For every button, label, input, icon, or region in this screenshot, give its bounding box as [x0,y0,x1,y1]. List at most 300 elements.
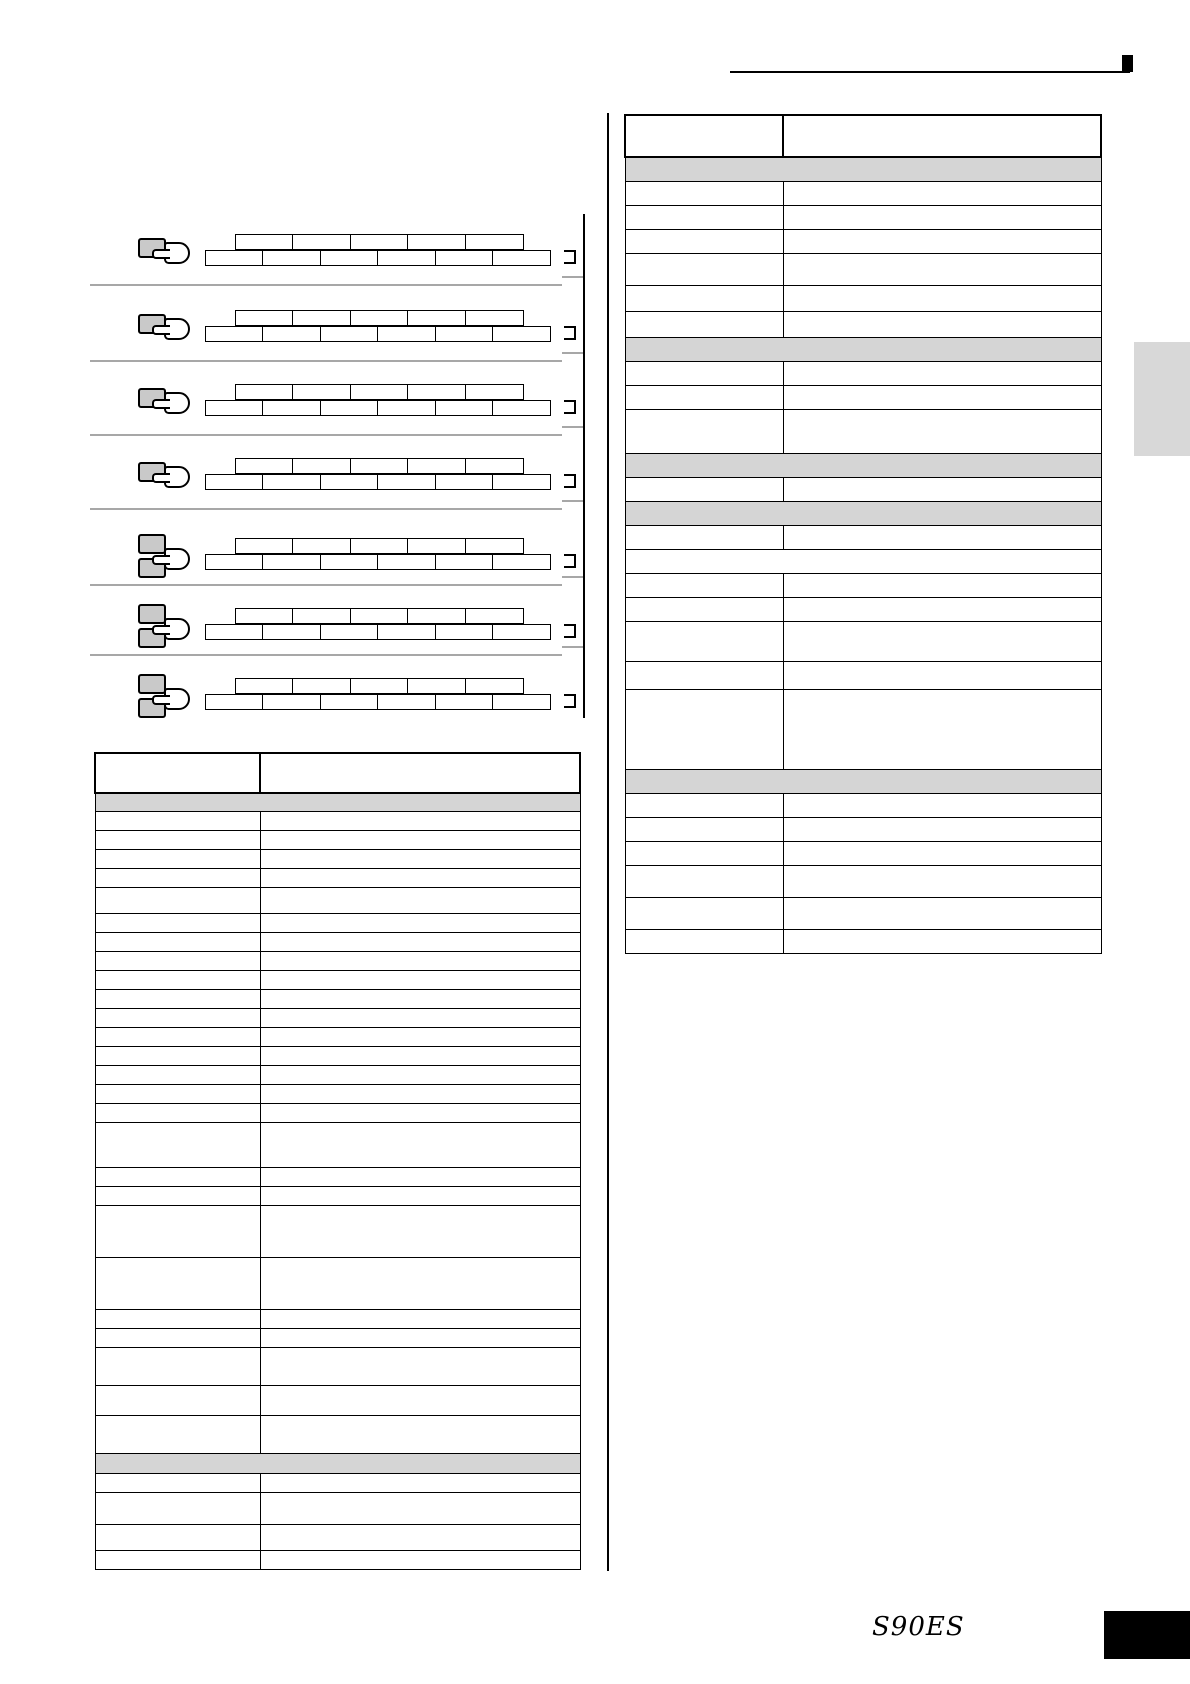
lcd-segment [407,678,466,694]
lcd-segment [435,554,494,570]
lcd-segment [465,234,524,250]
table-row [625,689,1101,769]
lcd-segment [320,400,379,416]
lcd-lower-segments [206,694,551,710]
table-cell [783,621,1101,661]
table-cell [260,1027,580,1046]
table-cell [260,887,580,913]
table-cell [95,887,260,913]
table-cell [783,409,1101,453]
table-cell [260,1205,580,1257]
table-cell [625,205,783,229]
table-cell [260,1008,580,1027]
lcd-segment [377,474,436,490]
lcd-segment [492,474,551,490]
table-section-row [625,769,1101,793]
lcd-segment [465,384,524,400]
lcd-upper-segments [236,678,524,694]
table-cell [260,1347,580,1385]
table-cell [260,1492,580,1524]
lcd-segment [235,538,294,554]
table-cell [625,409,783,453]
table-row [625,897,1101,929]
table-cell [625,865,783,897]
table-row [625,229,1101,253]
lcd-segment [492,400,551,416]
table-row [95,951,580,970]
table-row [625,385,1101,409]
table-section-row [625,453,1101,477]
table-cell [95,1550,260,1569]
lcd-segment [407,310,466,326]
lcd-segment [235,608,294,624]
button-row [0,214,600,284]
lcd-segment [492,326,551,342]
lcd-segment [235,458,294,474]
row-separator [90,360,562,362]
table-cell [95,830,260,849]
lcd-segment [262,326,321,342]
section-title-cell [95,793,580,811]
table-cell [95,1065,260,1084]
table-row [95,970,580,989]
table-cell [783,597,1101,621]
lcd-segment [492,694,551,710]
table-cell [625,477,783,501]
table-cell [95,1492,260,1524]
row-bracket [564,474,576,488]
lcd-segment [465,678,524,694]
table-cell [783,817,1101,841]
table-cell [625,181,783,205]
table-row [95,1205,580,1257]
row-bracket [564,624,576,638]
table-section-row [625,501,1101,525]
table-section-row [95,1453,580,1473]
table-row [625,865,1101,897]
lcd-upper-segments [236,538,524,554]
section-title-cell [625,157,1101,181]
table-cell [95,1309,260,1328]
panel-button[interactable] [138,534,166,554]
table-cell [260,1122,580,1167]
table-cell [260,1046,580,1065]
lcd-segment [292,310,351,326]
lcd-segment [205,400,264,416]
table-cell [625,621,783,661]
table-row [95,849,580,868]
table-row [95,1257,580,1309]
lcd-segment [492,250,551,266]
table-header-cell [783,115,1101,157]
table-cell [260,1309,580,1328]
lcd-segment [350,538,409,554]
table-cell [625,525,783,549]
table-row [625,793,1101,817]
table-cell [783,361,1101,385]
table-cell [260,970,580,989]
table-row [95,1084,580,1103]
table-row [95,1415,580,1453]
lcd-segment [350,678,409,694]
table-row [95,1046,580,1065]
table-cell [260,868,580,887]
row-separator-tick [562,646,584,648]
table-cell [95,1524,260,1550]
section-title-cell [625,337,1101,361]
lcd-segment [262,250,321,266]
table-cell [260,1524,580,1550]
button-row [0,290,600,360]
table-cell [783,229,1101,253]
lcd-segment [377,694,436,710]
lcd-segment [320,554,379,570]
table-row [95,1309,580,1328]
table-row [95,1186,580,1205]
lcd-segment [350,384,409,400]
lcd-lower-segments [206,326,551,342]
table-cell [95,932,260,951]
row-separator-tick [562,576,584,578]
lcd-segment [407,608,466,624]
table-cell [95,1008,260,1027]
table-cell [260,1084,580,1103]
table-row [95,1167,580,1186]
table-cell [260,811,580,830]
lcd-upper-segments [236,310,524,326]
table-cell [783,385,1101,409]
table-cell [625,597,783,621]
pointing-hand-icon [164,242,190,264]
table-row [625,841,1101,865]
table-cell [95,1205,260,1257]
lcd-segment [350,310,409,326]
table-cell [95,1257,260,1309]
lcd-segment [435,474,494,490]
table-cell [260,1473,580,1492]
table-cell [260,1550,580,1569]
lcd-segment [262,400,321,416]
lcd-segment [235,678,294,694]
table-cell [260,1257,580,1309]
table-row [95,1492,580,1524]
table-cell [95,1122,260,1167]
button-row [0,438,600,508]
section-title-cell [625,769,1101,793]
button-row [0,584,600,654]
table-cell [95,868,260,887]
row-separator [90,434,562,436]
lcd-segment [292,234,351,250]
pointing-hand-icon [164,618,190,640]
lcd-upper-segments [236,608,524,624]
table-row [95,1473,580,1492]
row-separator [90,508,562,510]
button-row [0,654,600,724]
table-cell [625,817,783,841]
lcd-segment [350,608,409,624]
table-row [625,477,1101,501]
lcd-segment [205,694,264,710]
table-cell [783,573,1101,597]
lcd-segment [320,624,379,640]
table-cell [260,1385,580,1415]
table-row [95,1008,580,1027]
lcd-segment [292,608,351,624]
table-cell [95,1385,260,1415]
table-header-row [95,753,580,793]
lcd-segment [320,474,379,490]
lcd-segment [377,554,436,570]
lcd-segment [205,250,264,266]
table-cell [95,1103,260,1122]
table-cell [625,793,783,817]
table-cell [95,1027,260,1046]
table-row [95,1103,580,1122]
table-cell [625,573,783,597]
lcd-segment [205,554,264,570]
lcd-segment [377,624,436,640]
column-divider [607,113,609,1571]
panel-button[interactable] [138,674,166,694]
lcd-segment [465,538,524,554]
table-row [625,525,1101,549]
lcd-upper-segments [236,234,524,250]
row-bracket [564,326,576,340]
table-header-row [625,115,1101,157]
row-separator-tick [562,276,584,278]
table-cell [95,1084,260,1103]
table-cell [625,229,783,253]
table-cell [783,929,1101,953]
table-row [625,311,1101,337]
row-separator-tick [562,500,584,502]
table-cell [95,989,260,1008]
table-row [625,929,1101,953]
table-cell [260,1186,580,1205]
lcd-upper-segments [236,384,524,400]
table-row [95,1027,580,1046]
lcd-segment [435,326,494,342]
lcd-segment [350,458,409,474]
lcd-segment [465,310,524,326]
table-cell [95,913,260,932]
table-cell [625,361,783,385]
table-row [95,932,580,951]
section-title-cell [625,453,1101,477]
table-cell [783,525,1101,549]
table-cell [260,1328,580,1347]
lcd-segment [465,458,524,474]
table-cell [260,932,580,951]
lcd-segment [292,458,351,474]
table-row [95,811,580,830]
table-cell [95,970,260,989]
table-cell [625,689,783,769]
table-cell [260,1065,580,1084]
table-row [95,913,580,932]
lcd-lower-segments [206,624,551,640]
table-cell [625,897,783,929]
table-cell [95,849,260,868]
table-row [625,205,1101,229]
table-header-cell [95,753,260,793]
lcd-segment [262,554,321,570]
lcd-segment [435,250,494,266]
lcd-segment [292,384,351,400]
lcd-segment [262,694,321,710]
table-cell [783,689,1101,769]
pointing-hand-icon [164,548,190,570]
row-bracket [564,694,576,708]
lcd-segment [235,310,294,326]
row-separator-tick [562,426,584,428]
lcd-segment [377,326,436,342]
table-row [95,1385,580,1415]
table-row [625,285,1101,311]
lcd-segment [235,234,294,250]
table-row [95,1328,580,1347]
table-cell [625,311,783,337]
lcd-segment [320,250,379,266]
table-header-cell [260,753,580,793]
lcd-segment [492,624,551,640]
section-title-cell [625,501,1101,525]
table-row [625,597,1101,621]
table-section-row [95,793,580,811]
panel-button[interactable] [138,604,166,624]
pointing-hand-icon [164,392,190,414]
lcd-segment [205,326,264,342]
lcd-lower-segments [206,400,551,416]
right-parameter-table [624,114,1102,954]
table-cell [625,285,783,311]
lcd-segment [205,624,264,640]
table-row [95,1550,580,1569]
chapter-side-tab[interactable] [1134,342,1190,456]
lcd-segment [377,400,436,416]
table-cell [260,1415,580,1453]
table-row [625,409,1101,453]
table-row [625,661,1101,689]
table-cell [783,865,1101,897]
table-cell [260,989,580,1008]
table-cell [260,1103,580,1122]
lcd-lower-segments [206,250,551,266]
lcd-segment [205,474,264,490]
table-section-row [625,157,1101,181]
table-cell [783,661,1101,689]
table-cell [95,1347,260,1385]
table-cell [95,1167,260,1186]
table-row [625,573,1101,597]
table-row [625,361,1101,385]
table-cell [260,849,580,868]
lcd-segment [465,608,524,624]
table-row [95,868,580,887]
lcd-segment [377,250,436,266]
lcd-segment [492,554,551,570]
left-parameter-table [94,752,581,1570]
table-cell [783,793,1101,817]
row-bracket [564,250,576,264]
table-row [95,887,580,913]
table-cell [625,929,783,953]
model-logo: S90ES [872,1612,965,1642]
table-row [625,621,1101,661]
header-rule [730,71,1130,73]
page-number-box [1104,1611,1190,1659]
header-marker [1122,55,1133,72]
lcd-segment [292,678,351,694]
lcd-segment [407,384,466,400]
table-cell [625,549,1101,573]
table-cell [260,830,580,849]
table-cell [625,253,783,285]
table-cell [625,385,783,409]
lcd-segment [350,234,409,250]
lcd-lower-segments [206,554,551,570]
table-cell [783,311,1101,337]
lcd-segment [435,400,494,416]
button-row [0,364,600,434]
table-cell [95,1186,260,1205]
table-cell [625,841,783,865]
table-header-cell [625,115,783,157]
lcd-segment [262,624,321,640]
table-row [95,989,580,1008]
table-row [95,1524,580,1550]
table-row [95,1122,580,1167]
table-section-row [625,337,1101,361]
pointing-hand-icon [164,688,190,710]
table-cell [95,1415,260,1453]
table-row [95,830,580,849]
row-bracket [564,554,576,568]
lcd-segment [407,538,466,554]
table-cell [783,205,1101,229]
table-cell [95,1328,260,1347]
table-cell [783,181,1101,205]
diagram-right-rule [583,214,585,718]
table-row [625,253,1101,285]
pointing-hand-icon [164,466,190,488]
table-row [625,181,1101,205]
lcd-lower-segments [206,474,551,490]
table-cell [260,1167,580,1186]
table-row [95,1347,580,1385]
table-row [625,817,1101,841]
button-row [0,514,600,584]
lcd-segment [262,474,321,490]
table-cell [260,951,580,970]
table-cell [783,897,1101,929]
table-cell [783,841,1101,865]
table-row [95,1065,580,1084]
row-separator [90,284,562,286]
table-cell [95,951,260,970]
table-cell [260,913,580,932]
lcd-segment [407,458,466,474]
lcd-segment [435,694,494,710]
lcd-upper-segments [236,458,524,474]
lcd-segment [435,624,494,640]
pointing-hand-icon [164,318,190,340]
table-cell [625,661,783,689]
lcd-segment [235,384,294,400]
table-row [625,549,1101,573]
lcd-segment [292,538,351,554]
